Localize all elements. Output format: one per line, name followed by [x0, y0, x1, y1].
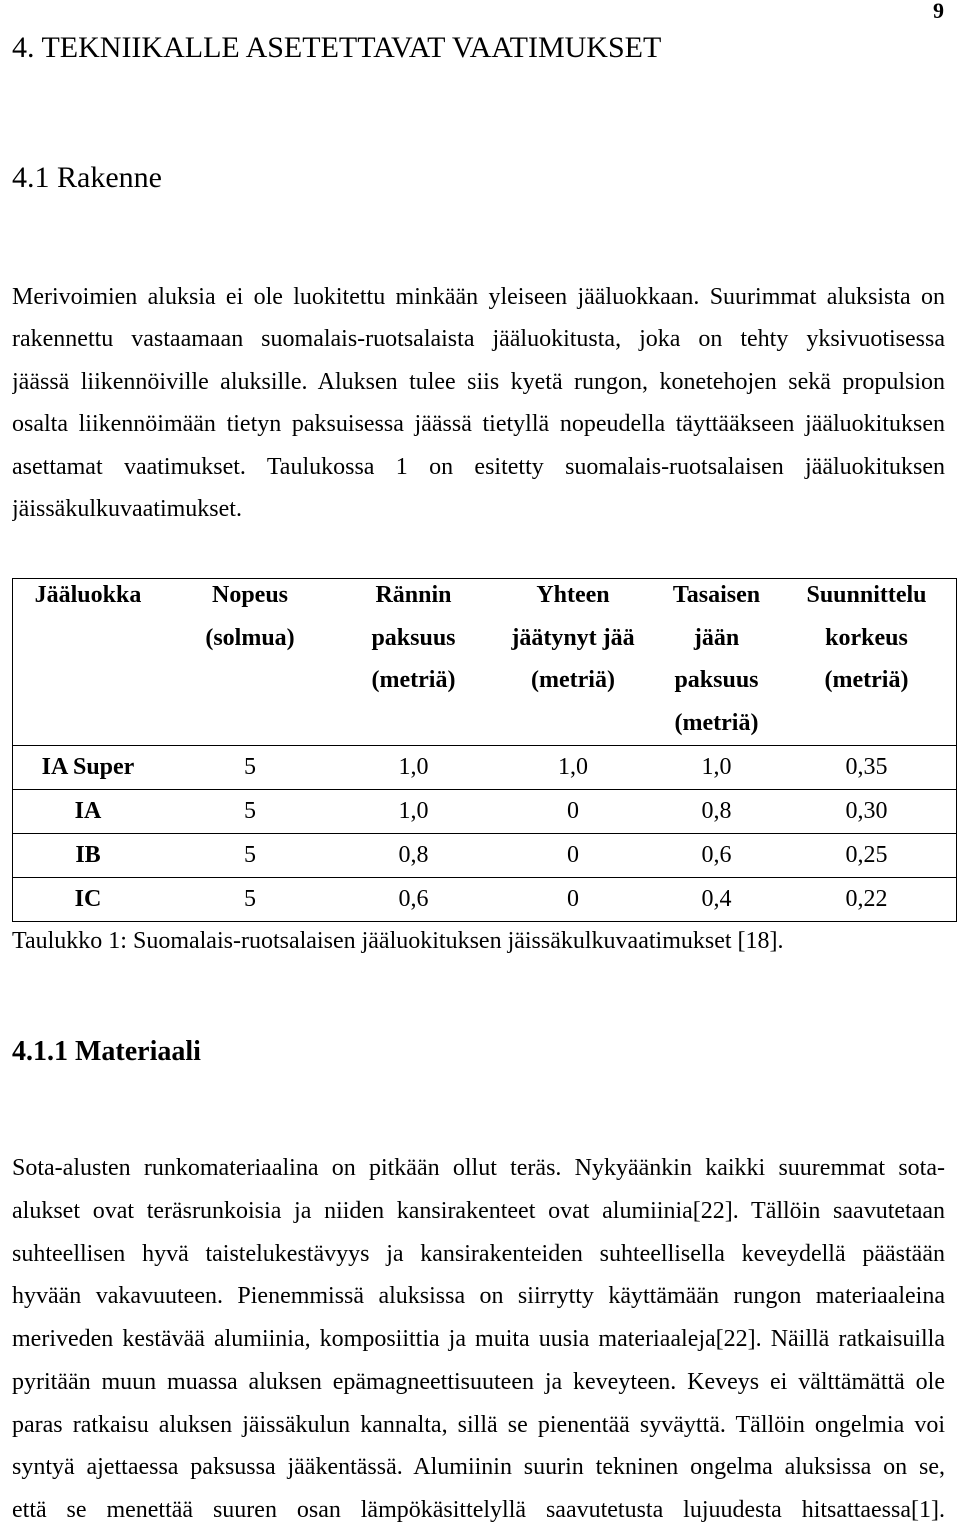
frozen-ice-cell: 0 — [567, 842, 579, 868]
ice-class-label: IA — [74, 798, 102, 824]
design-height-cell: 0,25 — [845, 842, 888, 868]
structure-paragraph — [12, 283, 945, 537]
header-line: jäätynyt jää — [511, 624, 635, 651]
table-caption: Taulukko 1: Suomalais-ruotsalaisen jääluokituksen jäissäkulkuvaatimukset [18]. — [12, 928, 784, 954]
speed-cell: 5 — [244, 886, 256, 912]
design-height-cell: 0,22 — [845, 886, 888, 912]
header-line: korkeus — [825, 624, 908, 651]
header-line: (metriä) — [674, 710, 759, 737]
paragraph-line: rakennettu vastaamaan suomalais-ruotsalaista jääluokitusta, joka on tehty yksivuotisessa — [12, 326, 945, 353]
header-line: paksuus — [674, 667, 759, 694]
material-paragraph — [12, 1154, 945, 1524]
ice-class-label: IC — [74, 886, 102, 912]
header-line: Jääluokka — [34, 582, 142, 608]
header-channel-thickness — [337, 579, 490, 745]
header-line: (solmua) — [205, 624, 295, 651]
paragraph-line: alukset ovat teräsrunkoisia ja niiden kansirakenteet ovat alumiinia[22]. Tällöin saavutetaan — [12, 1197, 945, 1224]
paragraph-line: että se menettää suuren osan lämpökäsittelyllä saavutetusta lujuudesta hitsattaessa[1]. — [12, 1497, 945, 1523]
ice-class-requirements-table — [12, 578, 957, 922]
paragraph-line: paras ratkaisu aluksen jäissäkulun kannalta, sillä se pienentää syväyttä. Tällöin ongelmia voi — [12, 1411, 945, 1438]
section-heading-structure: 4.1 Rakenne — [12, 161, 162, 194]
channel-thickness-cell: 1,0 — [398, 754, 429, 780]
ice-class-label: IB — [75, 842, 101, 868]
channel-thickness-cell: 0,6 — [398, 886, 429, 912]
paragraph-line: jäissäkulkuvaatimukset. — [12, 495, 242, 522]
channel-thickness-cell: 0,8 — [398, 842, 429, 868]
frozen-ice-cell: 1,0 — [558, 754, 588, 780]
table-row — [13, 834, 956, 878]
paragraph-line: hyvään vakavuuteen. Pienemmissä aluksissa on siirrytty käyttämään rungon materiaaleina — [12, 1283, 945, 1310]
paragraph-line: asettamat vaatimukset. Taulukossa 1 on esitetty suomalais-ruotsalaisen jääluokituksen — [12, 453, 945, 480]
paragraph-line: pyritään muun muassa aluksen epämagneettisuuteen ja keveyteen. Keveys ei välttämättä ole — [12, 1368, 945, 1395]
paragraph-line: suhteellisen hyvä taistelukestävyys ja kansirakenteiden suhteellisella keveydellä päästään — [12, 1240, 945, 1267]
header-line: (metriä) — [824, 667, 909, 694]
paragraph-line: Merivoimien aluksia ei ole luokitettu minkään yleiseen jääluokkaan. Suurimmat aluksista on — [12, 284, 945, 310]
header-line: paksuus — [371, 624, 456, 651]
frozen-ice-cell: 0 — [567, 886, 579, 912]
paragraph-line: meriveden kestävää alumiinia, komposiittia ja muita uusia materiaaleja[22]. Näillä ratkaisuilla — [12, 1326, 945, 1352]
table-row — [13, 790, 956, 834]
design-height-cell: 0,35 — [845, 754, 888, 780]
table-header-row — [13, 579, 956, 746]
header-line: Tasaisen — [672, 582, 761, 608]
header-design-height — [777, 579, 956, 745]
header-line: (metriä) — [371, 667, 456, 694]
level-ice-thickness-cell: 0,8 — [701, 798, 732, 824]
section-heading-material: 4.1.1 Materiaali — [12, 1036, 201, 1067]
header-frozen-ice — [490, 579, 656, 745]
table-row — [13, 746, 956, 790]
level-ice-thickness-cell: 0,6 — [701, 842, 732, 868]
paragraph-line: jäässä liikennöiville aluksille. Aluksen tulee siis kyetä rungon, konetehojen sekä propulsion — [12, 368, 945, 395]
level-ice-thickness-cell: 0,4 — [701, 886, 732, 912]
page-number: 9 — [933, 0, 944, 23]
header-line: Yhteen — [536, 582, 610, 608]
speed-cell: 5 — [244, 754, 256, 780]
header-line: (metriä) — [531, 667, 615, 694]
header-line: Nopeus — [211, 582, 289, 608]
level-ice-thickness-cell: 1,0 — [701, 754, 732, 780]
header-line: Suunnittelu — [806, 582, 927, 608]
channel-thickness-cell: 1,0 — [398, 798, 429, 824]
paragraph-line: Sota-alusten runkomateriaalina on pitkään ollut teräs. Nykyäänkin kaikki suuremmat sota- — [12, 1155, 945, 1181]
frozen-ice-cell: 0 — [567, 798, 579, 824]
chapter-heading: 4. TEKNIIKALLE ASETETTAVAT VAATIMUKSET — [12, 31, 662, 64]
header-speed — [163, 579, 337, 745]
header-level-ice-thickness — [656, 579, 777, 745]
paragraph-line: syntyä ajettaessa paksussa jääkentässä. Alumiinin suurin tekninen ongelma aluksissa on se, — [12, 1454, 945, 1481]
design-height-cell: 0,30 — [845, 798, 888, 824]
paragraph-line: osalta liikennöimään tietyn paksuisessa jäässä tietyllä nopeudella täyttääkseen jääluokituksen — [12, 411, 945, 438]
header-line: Rännin — [375, 582, 452, 608]
header-ice-class — [13, 579, 163, 745]
speed-cell: 5 — [244, 842, 256, 868]
speed-cell: 5 — [244, 798, 256, 824]
ice-class-label: IA Super — [41, 754, 135, 780]
table-row — [13, 878, 956, 921]
header-line: jään — [693, 624, 740, 651]
